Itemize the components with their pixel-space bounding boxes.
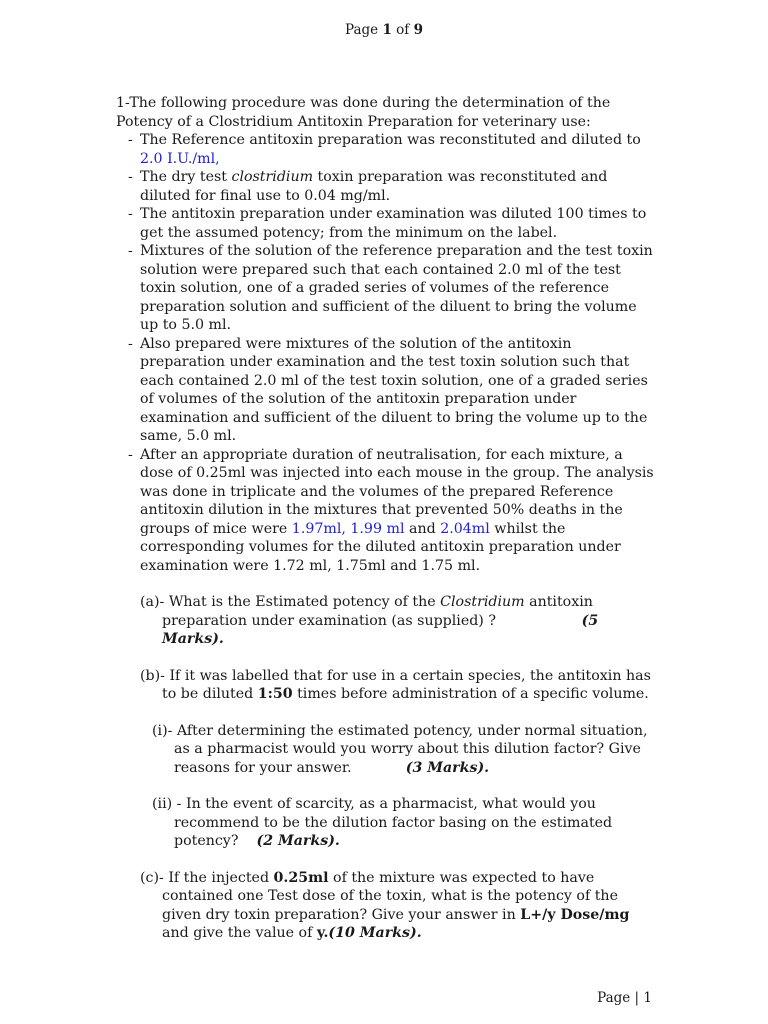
- procedure-step-1: [140, 131, 656, 168]
- procedure-step-6: [140, 446, 656, 576]
- step-1-text: The Reference antitoxin preparation was reconstituted and diluted to: [140, 132, 641, 148]
- step-6-reference-volume-3: 2.04ml: [440, 520, 490, 537]
- question-b-i-marks: (3 Marks).: [405, 759, 490, 776]
- procedure-step-5: - Also prepared were mixtures of the solution of the antitoxin preparation under examination and the test toxin solution such that each contained 2.0 ml of the test toxin solution, one of a graded series of volumes of the solution of the antitoxin preparation under examination and sufficient of the diluent to bring the volume up to the same, 5.0 ml.: [140, 335, 656, 446]
- of-label: of: [391, 22, 414, 38]
- question-a: [116, 593, 656, 649]
- question-b-text-pre: (b)- If it was labelled that for use in a certain species, the antitoxin has to be diluted: [140, 667, 651, 702]
- question-c-volume: 0.25ml: [273, 869, 329, 886]
- question-a-marks: (5 Marks).: [162, 612, 599, 647]
- question-b-i: [116, 722, 656, 778]
- question-a-text-post: antitoxin preparation under examination (as supplied) ?: [162, 594, 593, 629]
- step-2-text-post: toxin preparation was reconstituted and diluted for final use to 0.04 mg/ml.: [140, 169, 608, 204]
- question-a-text-pre: (a)- What is the Estimated potency of the: [140, 594, 441, 610]
- question-b-ii: [116, 795, 656, 851]
- procedure-step-2: [140, 168, 656, 205]
- procedure-step-4: - Mixtures of the solution of the reference preparation and the test toxin solution were prepared such that each contained 2.0 ml of the test toxin solution, one of a graded series of volumes of the reference preparation solution and sufficient of the diluent to bring the volume up to 5.0 ml.: [140, 242, 656, 335]
- question-c-unit: L+/y Dose/mg: [520, 906, 630, 923]
- step-1-concentration: 2.0 I.U./ml,: [140, 150, 220, 167]
- question-b-text-post: times before administration of a specific volume.: [292, 686, 649, 702]
- question-c-variable: y.: [316, 925, 329, 941]
- question-b-ii-text: (ii) - In the event of scarcity, as a pharmacist, what would you recommend to be the dilution factor basing on the estimated potency?: [152, 796, 613, 849]
- step-2-text-pre: The dry test: [140, 169, 232, 185]
- procedure-step-3: - The antitoxin preparation under examination was diluted 100 times to get the assumed potency; from the minimum on the label.: [140, 205, 656, 242]
- step-6-and: and: [404, 520, 441, 537]
- current-page-number: 1: [382, 22, 392, 38]
- question-b-i-text: (i)- After determining the estimated potency, under normal situation, as a pharmacist would you worry about this dilution factor? Give reasons for your answer.: [152, 722, 648, 776]
- question-b: [116, 667, 656, 704]
- total-pages-number: 9: [413, 22, 423, 38]
- procedure-steps-list: [116, 131, 656, 575]
- question-c-marks: (10 Marks).: [328, 925, 422, 941]
- question-c: [116, 869, 656, 943]
- question-intro: 1-The following procedure was done during the determination of the Potency of a Clostridium Antitoxin Preparation for veterinary use:: [116, 95, 611, 130]
- question-a-organism: Clostridium: [440, 594, 525, 610]
- question-b-ii-marks: (2 Marks).: [256, 833, 340, 849]
- page-footer: Page | 1: [597, 990, 652, 1006]
- step-6-text-pre: After an appropriate duration of neutralisation, for each mixture, a dose of 0.25ml was injected into each mouse in the group. The analysis was done in triplicate and the volumes of the prepared Reference antitoxin dilution in the mixtures that prevented 50% deaths in the groups of mice were: [140, 446, 654, 537]
- step-2-organism: clostridium: [231, 169, 314, 185]
- question-b-dilution: 1:50: [257, 686, 293, 702]
- page-header: [0, 22, 768, 38]
- page-label: Page: [345, 22, 383, 38]
- step-6-text-post: whilst the corresponding volumes for the diluted antitoxin preparation under examination were 1.72 ml, 1.75ml and 1.75 ml.: [140, 520, 621, 574]
- question-c-text-pre: (c)- If the injected: [140, 869, 274, 886]
- question-c-text-and: and give the value of: [162, 925, 317, 941]
- document-body: [116, 94, 656, 943]
- step-6-reference-volumes: 1.97ml, 1.99 ml: [291, 520, 405, 537]
- question-c-text-mid: of the mixture was expected to have contained one Test dose of the toxin, what is the potency of the given dry toxin preparation? Give your answer in: [162, 869, 618, 923]
